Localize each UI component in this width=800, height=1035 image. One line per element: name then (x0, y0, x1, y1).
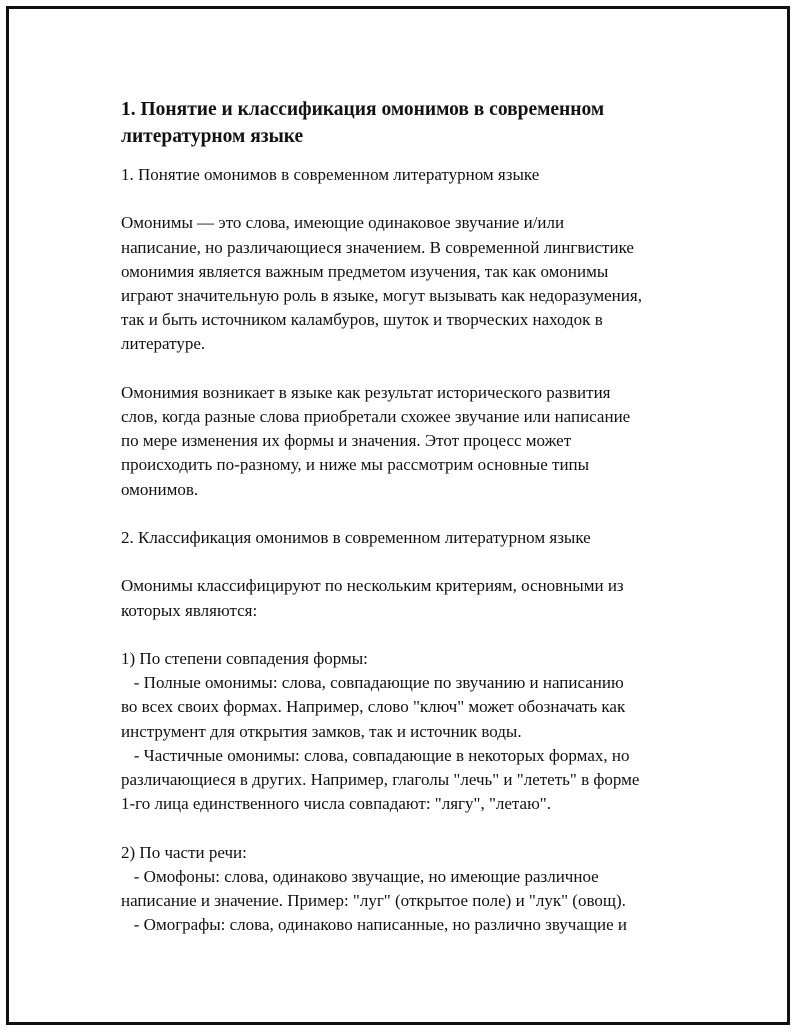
text-line (121, 502, 706, 526)
title-line: литературном языке (121, 126, 304, 147)
text-line: играют значительную роль в языке, могут вызывать как недоразумения, (121, 286, 642, 305)
text-line: - Частичные омонимы: слова, совпадающие в некоторых формах, но (121, 745, 630, 765)
text-line: 1. Понятие омонимов в современном литературном языке (121, 165, 540, 184)
text-line: омонимия является важным предметом изучения, так как омонимы (121, 261, 609, 281)
document-title (121, 96, 706, 150)
document-body (121, 96, 706, 937)
text-line (121, 357, 706, 381)
text-line: по мере изменения их формы и значения. Этот процесс может (121, 431, 572, 451)
text-line: 2. Классификация омонимов в современном литературном языке (121, 528, 591, 547)
page-frame (6, 6, 790, 1025)
text-line: во всех своих формах. Например, слово "ключ" может обозначать как (121, 697, 626, 717)
text-line: различающиеся в других. Например, глаголы "лечь" и "лететь" в форме (121, 770, 640, 789)
text-line: 1-го лица единственного числа совпадают: "лягу", "летаю". (121, 794, 551, 814)
document-text (121, 163, 706, 937)
text-line: - Омофоны: слова, одинаково звучащие, но имеющие различное (121, 866, 599, 886)
text-line: 1) По степени совпадения формы: (121, 648, 368, 668)
text-line (121, 550, 706, 574)
text-line: - Полные омонимы: слова, совпадающие по звучанию и написанию (121, 673, 624, 693)
text-line: так и быть источником каламбуров, шуток и творческих находок в (121, 310, 603, 330)
text-line (121, 816, 706, 840)
text-line: Омонимы — это слова, имеющие одинаковое звучание и/или (121, 213, 565, 233)
title-line: 1. Понятие и классификация омонимов в современном (121, 99, 605, 120)
text-line: написание, но различающиеся значением. В современной лингвистике (121, 237, 634, 257)
text-line: слов, когда разные слова приобретали схожее звучание или написание (121, 407, 631, 426)
text-line: инструмент для открытия замков, так и источник воды. (121, 721, 522, 741)
text-line: написание и значение. Пример: "луг" (открытое поле) и "лук" (овощ). (121, 891, 626, 910)
text-line (121, 623, 706, 647)
text-line: происходить по-разному, и ниже мы рассмотрим основные типы (121, 455, 590, 475)
text-line: 2) По части речи: (121, 842, 247, 862)
text-line: литературе. (121, 334, 206, 354)
text-line: Омонимы классифицируют по нескольким критериям, основными из (121, 576, 624, 596)
text-line: - Омографы: слова, одинаково написанные, но различно звучащие и (121, 915, 627, 935)
text-line (121, 187, 706, 211)
text-line: омонимов. (121, 479, 199, 499)
text-line: которых являются: (121, 600, 258, 620)
text-line: Омонимия возникает в языке как результат исторического развития (121, 382, 611, 402)
